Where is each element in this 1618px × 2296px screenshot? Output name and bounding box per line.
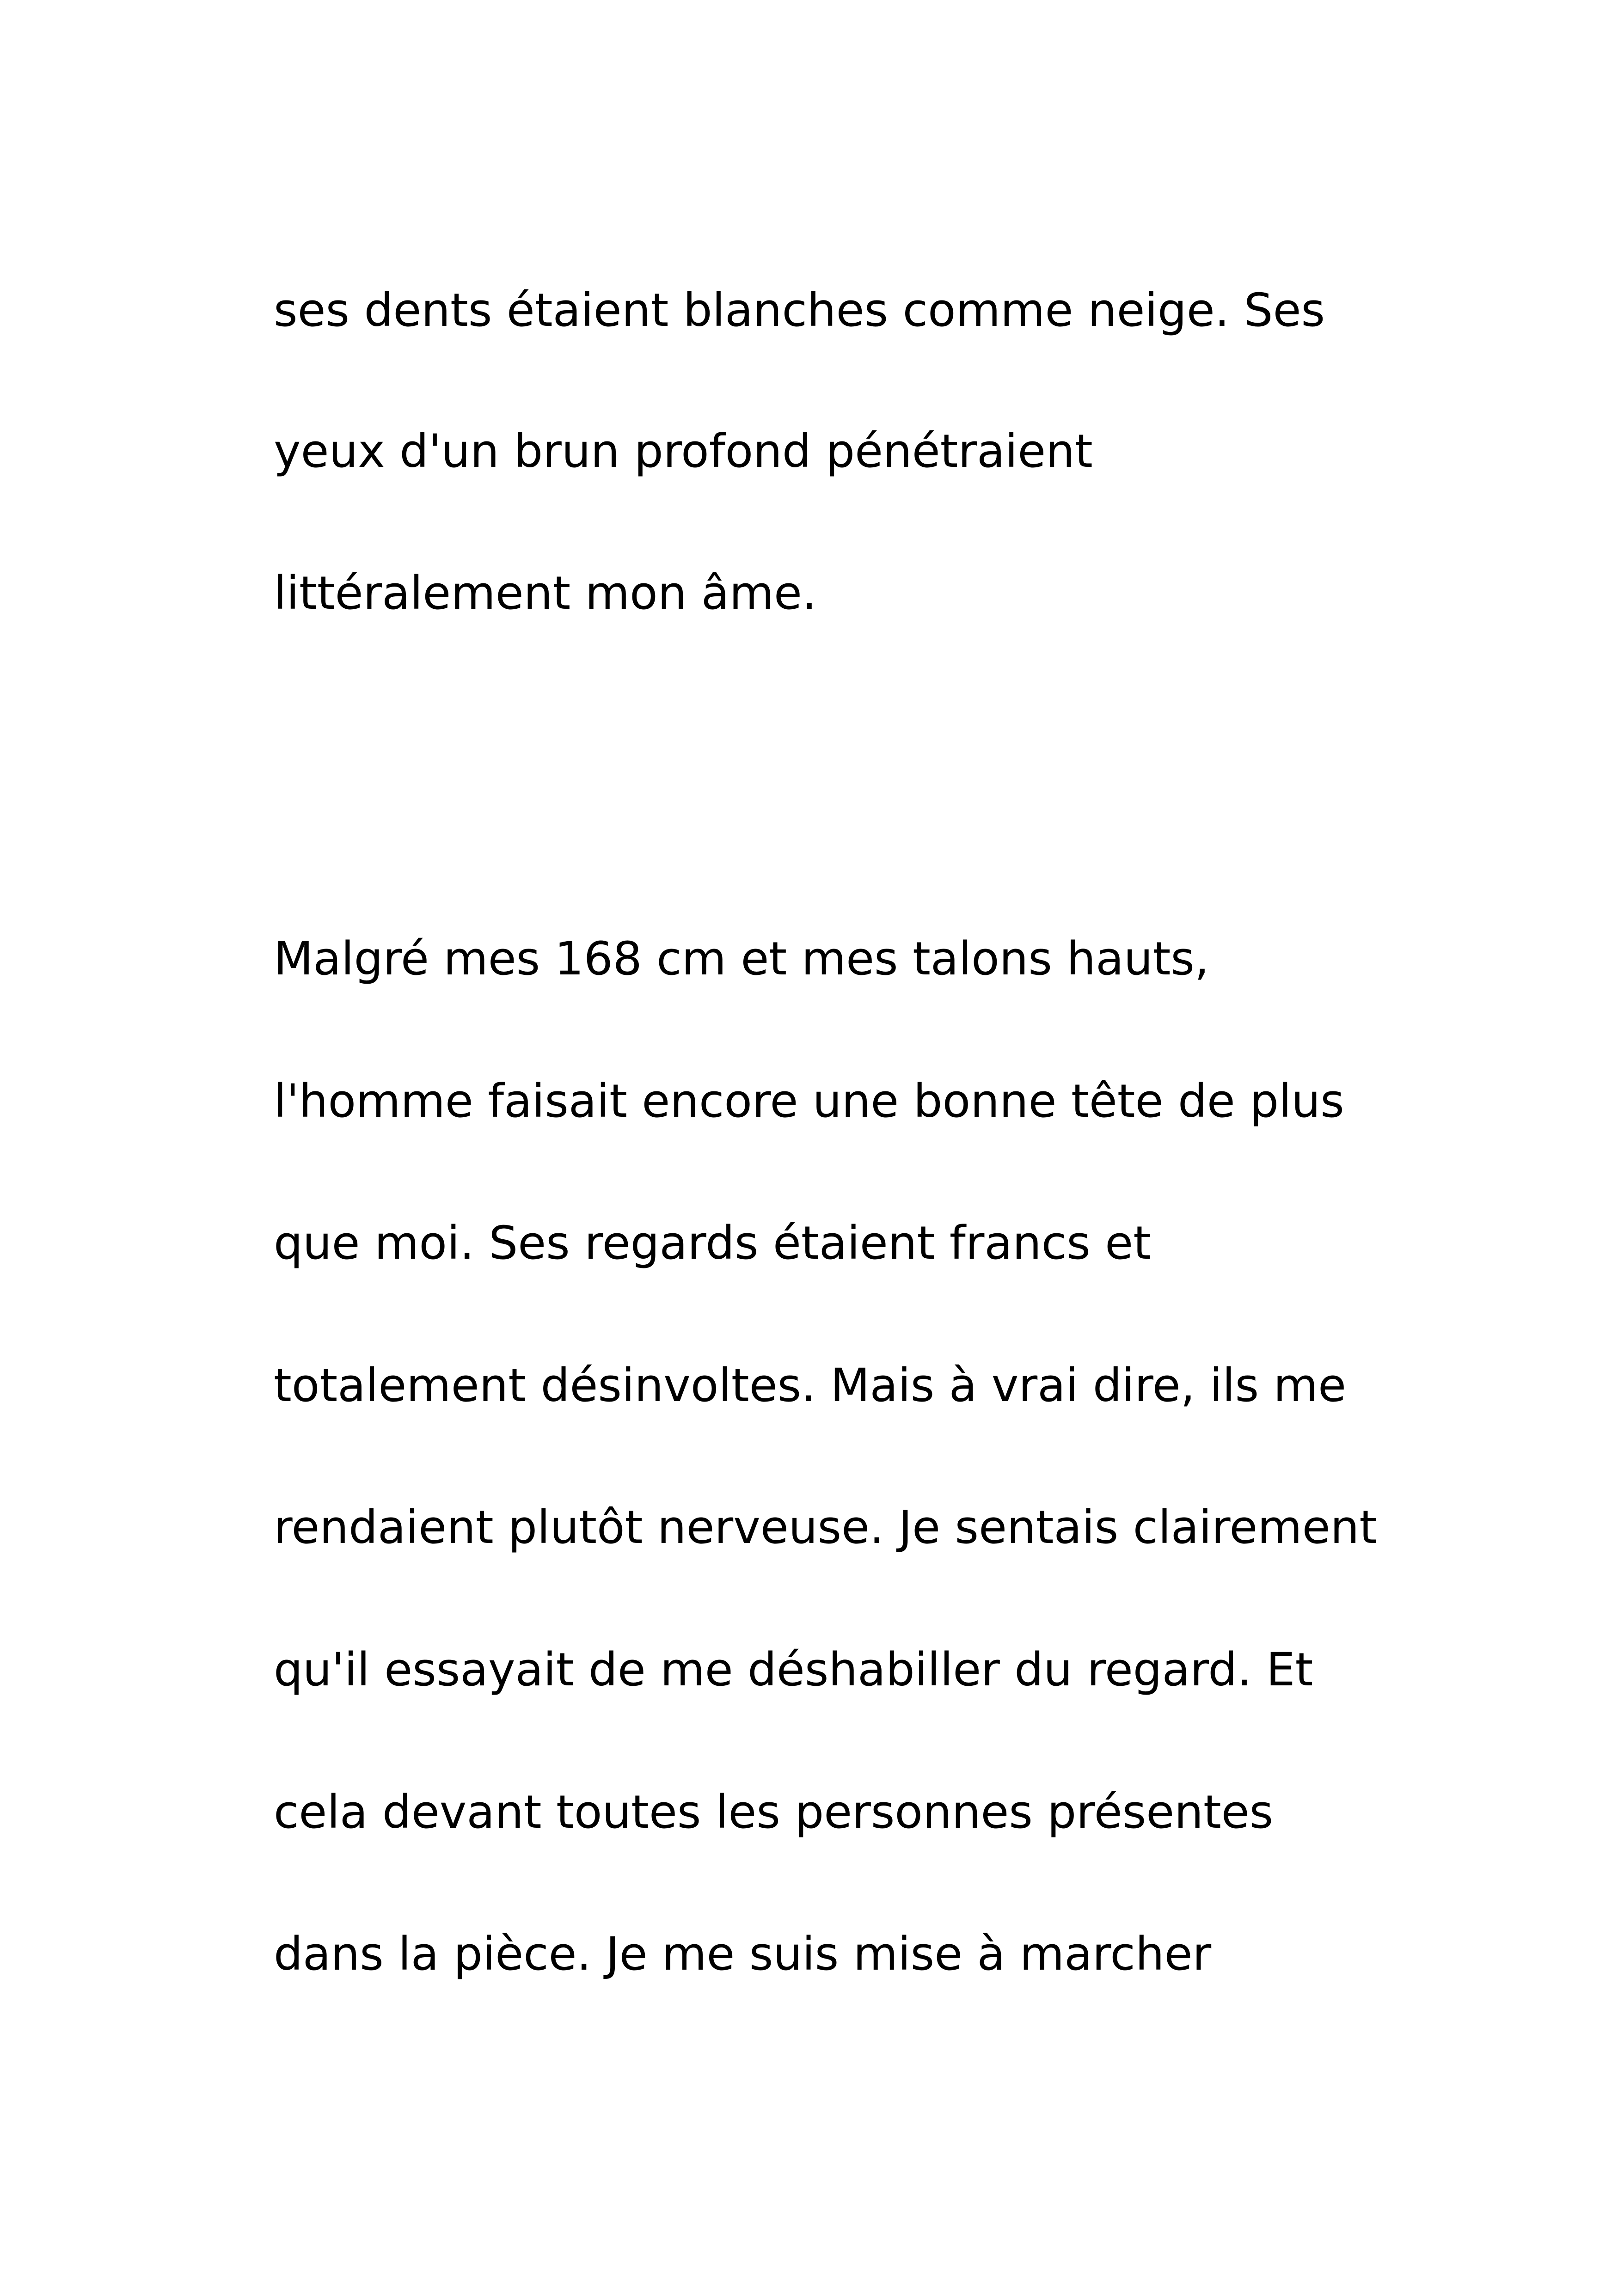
text-line: littéralement mon âme. (274, 567, 817, 620)
text-line: cela devant toutes les personnes présentes (274, 1786, 1274, 1839)
text-line: Malgré mes 168 cm et mes talons hauts, (274, 932, 1209, 986)
text-line: que moi. Ses regards étaient francs et (274, 1217, 1152, 1270)
text-line: rendaient plutôt nerveuse. Je sentais clairement (274, 1501, 1378, 1554)
text-line: qu'il essayait de me déshabiller du regard. Et (274, 1643, 1313, 1696)
text-line: ses dents étaient blanches comme neige. Ses (274, 284, 1325, 337)
text-line: dans la pièce. Je me suis mise à marcher (274, 1928, 1212, 1981)
text-line: yeux d'un brun profond pénétraient (274, 425, 1093, 478)
text-line: l'homme faisait encore une bonne tête de plus (274, 1075, 1344, 1128)
text-line: totalement désinvoltes. Mais à vrai dire, ils me (274, 1359, 1346, 1412)
